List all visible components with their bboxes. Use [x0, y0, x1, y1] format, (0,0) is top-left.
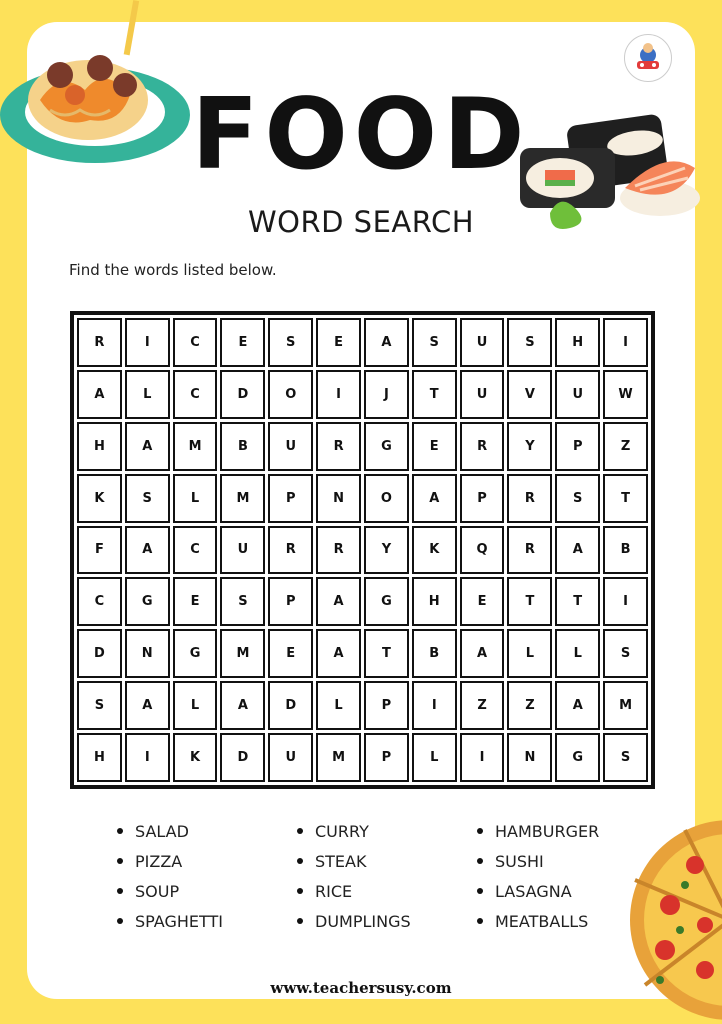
grid-cell[interactable]: N — [507, 733, 552, 782]
grid-cell[interactable]: S — [603, 733, 648, 782]
grid-cell[interactable]: A — [316, 629, 361, 678]
bullet-icon — [297, 888, 303, 894]
word-list-item — [297, 910, 477, 932]
word-label: SALAD — [135, 821, 189, 841]
grid-cell[interactable]: P — [460, 474, 505, 523]
word-label: LASAGNA — [495, 881, 572, 901]
grid-cell[interactable]: A — [316, 577, 361, 626]
grid-cell[interactable]: U — [460, 370, 505, 419]
instructions-text: Find the words listed below. — [69, 261, 277, 279]
bullet-icon — [297, 858, 303, 864]
word-list-item — [477, 880, 637, 902]
grid-cell[interactable]: A — [555, 526, 600, 575]
word-list-item — [297, 850, 477, 872]
grid-cell[interactable]: E — [316, 318, 361, 367]
grid-cell[interactable]: G — [125, 577, 170, 626]
grid-cell[interactable]: P — [364, 681, 409, 730]
grid-cell[interactable]: S — [125, 474, 170, 523]
word-label: STEAK — [315, 851, 367, 871]
grid-cell[interactable]: D — [268, 681, 313, 730]
page-subtitle: WORD SEARCH — [247, 205, 475, 239]
word-label: HAMBURGER — [495, 821, 600, 841]
grid-cell[interactable]: D — [77, 629, 122, 678]
word-list-item — [297, 820, 477, 842]
grid-cell[interactable]: M — [220, 474, 265, 523]
grid-cell[interactable]: B — [412, 629, 457, 678]
word-label: RICE — [315, 881, 353, 901]
grid-cell[interactable]: C — [173, 526, 218, 575]
word-list-item — [297, 880, 477, 902]
word-label: DUMPLINGS — [315, 911, 411, 931]
grid-cell[interactable]: C — [173, 370, 218, 419]
bullet-icon — [477, 828, 483, 834]
grid-cell[interactable]: R — [507, 526, 552, 575]
grid-cell[interactable]: I — [603, 577, 648, 626]
grid-cell[interactable]: I — [125, 733, 170, 782]
grid-cell[interactable]: G — [364, 422, 409, 471]
word-list-item — [477, 910, 637, 932]
word-list-item — [117, 850, 297, 872]
grid-cell[interactable]: R — [507, 474, 552, 523]
grid-cell[interactable]: I — [125, 318, 170, 367]
grid-cell[interactable]: R — [268, 526, 313, 575]
grid-cell[interactable]: H — [412, 577, 457, 626]
teacher-logo-icon — [624, 34, 672, 82]
grid-cell[interactable]: H — [555, 318, 600, 367]
word-label: SUSHI — [495, 851, 544, 871]
grid-cell[interactable]: O — [364, 474, 409, 523]
grid-cell[interactable]: R — [316, 526, 361, 575]
word-list-item — [117, 820, 297, 842]
grid-cell[interactable]: C — [173, 318, 218, 367]
grid-cell[interactable]: O — [268, 370, 313, 419]
grid-cell[interactable]: E — [173, 577, 218, 626]
footer-url: www.teachersusy.com — [270, 979, 452, 997]
grid-cell[interactable]: A — [364, 318, 409, 367]
bullet-icon — [477, 888, 483, 894]
grid-cell[interactable]: E — [220, 318, 265, 367]
grid-cell[interactable]: A — [125, 681, 170, 730]
grid-cell[interactable]: J — [364, 370, 409, 419]
grid-cell[interactable]: P — [364, 733, 409, 782]
word-label: MEATBALLS — [495, 911, 589, 931]
grid-cell[interactable]: P — [268, 577, 313, 626]
word-label: CURRY — [315, 821, 369, 841]
grid-cell[interactable]: T — [364, 629, 409, 678]
grid-cell[interactable]: Z — [460, 681, 505, 730]
word-list-item — [117, 880, 297, 902]
grid-cell[interactable]: U — [268, 422, 313, 471]
grid-cell[interactable]: A — [460, 629, 505, 678]
word-label: SPAGHETTI — [135, 911, 223, 931]
grid-cell[interactable]: I — [603, 318, 648, 367]
grid-cell[interactable]: K — [412, 526, 457, 575]
bullet-icon — [297, 828, 303, 834]
grid-cell[interactable]: L — [173, 681, 218, 730]
grid-cell[interactable]: D — [220, 733, 265, 782]
grid-cell[interactable]: F — [77, 526, 122, 575]
grid-cell[interactable]: U — [268, 733, 313, 782]
grid-cell[interactable]: Y — [507, 422, 552, 471]
grid-cell[interactable]: G — [555, 733, 600, 782]
bullet-icon — [117, 918, 123, 924]
grid-cell[interactable]: R — [460, 422, 505, 471]
grid-cell[interactable]: I — [316, 370, 361, 419]
grid-cell[interactable]: T — [603, 474, 648, 523]
grid-cell[interactable]: T — [555, 577, 600, 626]
grid-cell[interactable]: L — [507, 629, 552, 678]
grid-cell[interactable]: B — [603, 526, 648, 575]
word-list-item — [477, 820, 637, 842]
word-label: PIZZA — [135, 851, 183, 871]
grid-cell[interactable]: M — [603, 681, 648, 730]
bullet-icon — [477, 858, 483, 864]
grid-cell[interactable]: C — [77, 577, 122, 626]
grid-cell[interactable]: L — [555, 629, 600, 678]
bullet-icon — [117, 858, 123, 864]
grid-cell[interactable]: K — [77, 474, 122, 523]
bullet-icon — [117, 888, 123, 894]
grid-cell[interactable]: P — [555, 422, 600, 471]
grid-cell[interactable]: L — [173, 474, 218, 523]
grid-cell[interactable]: N — [125, 629, 170, 678]
grid-cell[interactable]: T — [507, 577, 552, 626]
grid-cell[interactable]: U — [220, 526, 265, 575]
word-list — [117, 820, 637, 932]
grid-cell[interactable]: U — [555, 370, 600, 419]
grid-cell[interactable]: M — [220, 629, 265, 678]
grid-cell[interactable]: Q — [460, 526, 505, 575]
grid-cell[interactable]: S — [507, 318, 552, 367]
grid-cell[interactable]: N — [316, 474, 361, 523]
grid-cell[interactable]: I — [460, 733, 505, 782]
grid-cell[interactable]: R — [77, 318, 122, 367]
grid-cell[interactable]: H — [77, 422, 122, 471]
grid-cell[interactable]: E — [412, 422, 457, 471]
grid-cell[interactable]: G — [173, 629, 218, 678]
grid-cell[interactable]: G — [364, 577, 409, 626]
grid-cell[interactable]: Y — [364, 526, 409, 575]
grid-cell[interactable]: Z — [603, 422, 648, 471]
grid-cell[interactable]: M — [173, 422, 218, 471]
grid-cell[interactable]: B — [220, 422, 265, 471]
grid-cell[interactable]: A — [220, 681, 265, 730]
grid-cell[interactable]: T — [412, 370, 457, 419]
grid-cell[interactable]: E — [460, 577, 505, 626]
grid-cell[interactable]: A — [412, 474, 457, 523]
grid-cell[interactable]: S — [77, 681, 122, 730]
grid-cell[interactable]: U — [460, 318, 505, 367]
grid-cell[interactable]: A — [77, 370, 122, 419]
page-title: FOOD — [191, 78, 531, 192]
bullet-icon — [477, 918, 483, 924]
grid-cell[interactable]: L — [125, 370, 170, 419]
grid-cell[interactable]: M — [316, 733, 361, 782]
bullet-icon — [297, 918, 303, 924]
grid-cell[interactable]: L — [412, 733, 457, 782]
grid-cell[interactable]: S — [220, 577, 265, 626]
grid-cell[interactable]: P — [268, 474, 313, 523]
grid-cell[interactable]: I — [412, 681, 457, 730]
word-list-item — [477, 850, 637, 872]
grid-cell[interactable]: D — [220, 370, 265, 419]
grid-cell[interactable]: H — [77, 733, 122, 782]
grid-cell[interactable]: W — [603, 370, 648, 419]
grid-cell[interactable]: L — [316, 681, 361, 730]
word-search-grid — [70, 311, 655, 789]
word-list-item — [117, 910, 297, 932]
grid-cell[interactable]: S — [555, 474, 600, 523]
grid-cell[interactable]: S — [603, 629, 648, 678]
grid-cell[interactable]: S — [268, 318, 313, 367]
bullet-icon — [117, 828, 123, 834]
grid-cell[interactable]: A — [125, 526, 170, 575]
grid-cell[interactable]: A — [125, 422, 170, 471]
word-label: SOUP — [135, 881, 180, 901]
grid-cell[interactable]: Z — [507, 681, 552, 730]
grid-cell[interactable]: E — [268, 629, 313, 678]
grid-cell[interactable]: S — [412, 318, 457, 367]
grid-cell[interactable]: A — [555, 681, 600, 730]
grid-cell[interactable]: K — [173, 733, 218, 782]
grid-cell[interactable]: R — [316, 422, 361, 471]
grid-cell[interactable]: V — [507, 370, 552, 419]
